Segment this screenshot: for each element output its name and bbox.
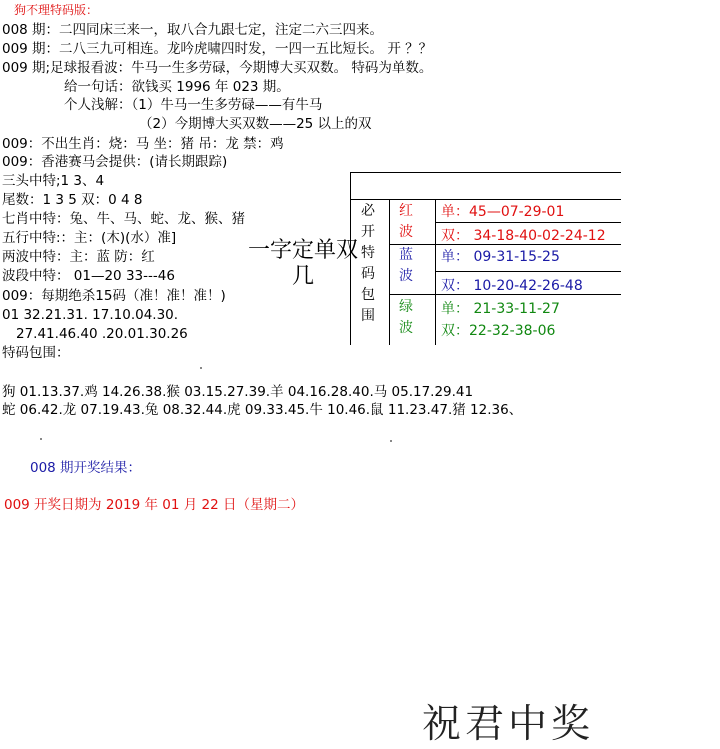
wave-table bbox=[350, 172, 621, 345]
big-phrase: 一字定单双几 bbox=[247, 238, 358, 289]
speck bbox=[200, 367, 202, 369]
page-title: 狗不理特码版： bbox=[14, 3, 99, 17]
side-label: 必开特码包围 bbox=[361, 203, 375, 324]
blue-wave-label: 蓝波 bbox=[399, 247, 413, 284]
blue-single: 单： 09-31-15-25 bbox=[441, 249, 560, 265]
table-divider bbox=[389, 200, 390, 345]
line-opinion: 个人浅解：（1）牛马一生多劳碌——有牛马 bbox=[64, 97, 323, 113]
line-009-b: 009 期;足球报看波：牛马一生多劳碌，今期博大买双数。 特码为单数。 bbox=[2, 60, 433, 76]
green-double: 双：22-32-38-06 bbox=[441, 323, 556, 339]
table-rule bbox=[435, 222, 621, 223]
line-hk-jockey: 009：香港赛马会提供：(请长期跟踪) bbox=[2, 154, 228, 170]
green-single: 单： 21-33-11-27 bbox=[441, 301, 560, 317]
line-seven-zodiacs: 七肖中特：兔、牛、马、蛇、龙、猴、猪 bbox=[2, 211, 245, 227]
blue-double: 双： 10-20-42-26-48 bbox=[441, 278, 583, 294]
line-three-heads: 三头中特;1 3、4 bbox=[2, 173, 105, 189]
speck bbox=[40, 438, 42, 440]
red-single: 单：45—07-29-01 bbox=[441, 204, 565, 220]
line-009-a: 009 期：二八三九可相连。龙吟虎啸四时发，一四一五比短长。 开 ？？ bbox=[2, 41, 433, 57]
speck bbox=[390, 440, 392, 442]
table-header bbox=[351, 173, 621, 200]
line-numbers-2: 27.41.46.40 .20.01.30.26 bbox=[16, 326, 188, 342]
line-tail-numbers: 尾数：1 3 5 双：0 4 8 bbox=[2, 192, 143, 208]
line-kill-15: 009：每期绝杀15码（准！准！准！) bbox=[2, 288, 226, 304]
line-give-phrase: 给一句话：欲钱买 1996 年 023 期。 bbox=[64, 79, 290, 95]
line-008: 008 期：二四同床三来一，取八合九跟七定，注定二六三四来。 bbox=[2, 22, 384, 38]
zodiac-line-2: 蛇 06.42.龙 07.19.43.兔 08.32.44.虎 09.33.45.牛 10.46.鼠 11.23.47.猪 12.36、 bbox=[2, 402, 523, 418]
line-numbers-1: 01 32.21.31. 17.10.04.30. bbox=[2, 307, 179, 323]
draw-date: 009 开奖日期为 2019 年 01 月 22 日（星期二） bbox=[4, 497, 305, 513]
line-opinion-2: （2）今期博大买双数——25 以上的双 bbox=[139, 116, 372, 132]
line-no-zodiac: 009：不出生肖：烧：马 坐：猪 吊：龙 禁：鸡 bbox=[2, 136, 284, 152]
green-wave-label: 绿波 bbox=[399, 299, 413, 336]
line-segments: 波段中特： 01—20 33---46 bbox=[2, 268, 175, 284]
result-heading: 008 期开奖结果： bbox=[30, 460, 142, 476]
table-rule bbox=[435, 271, 621, 272]
red-wave-label: 红波 bbox=[399, 203, 413, 240]
line-two-waves: 两波中特：主：蓝 防：红 bbox=[2, 249, 155, 265]
red-double: 双： 34-18-40-02-24-12 bbox=[441, 228, 606, 244]
line-package: 特码包围： bbox=[2, 345, 70, 361]
zodiac-line-1: 狗 01.13.37.鸡 14.26.38.猴 03.15.27.39.羊 04.16.28.40.马 05.17.29.41 bbox=[2, 384, 474, 400]
blessing-text: 祝君中奖 bbox=[422, 702, 595, 747]
line-five-elements: 五行中特:：主：(木)(水）准] bbox=[2, 230, 177, 246]
